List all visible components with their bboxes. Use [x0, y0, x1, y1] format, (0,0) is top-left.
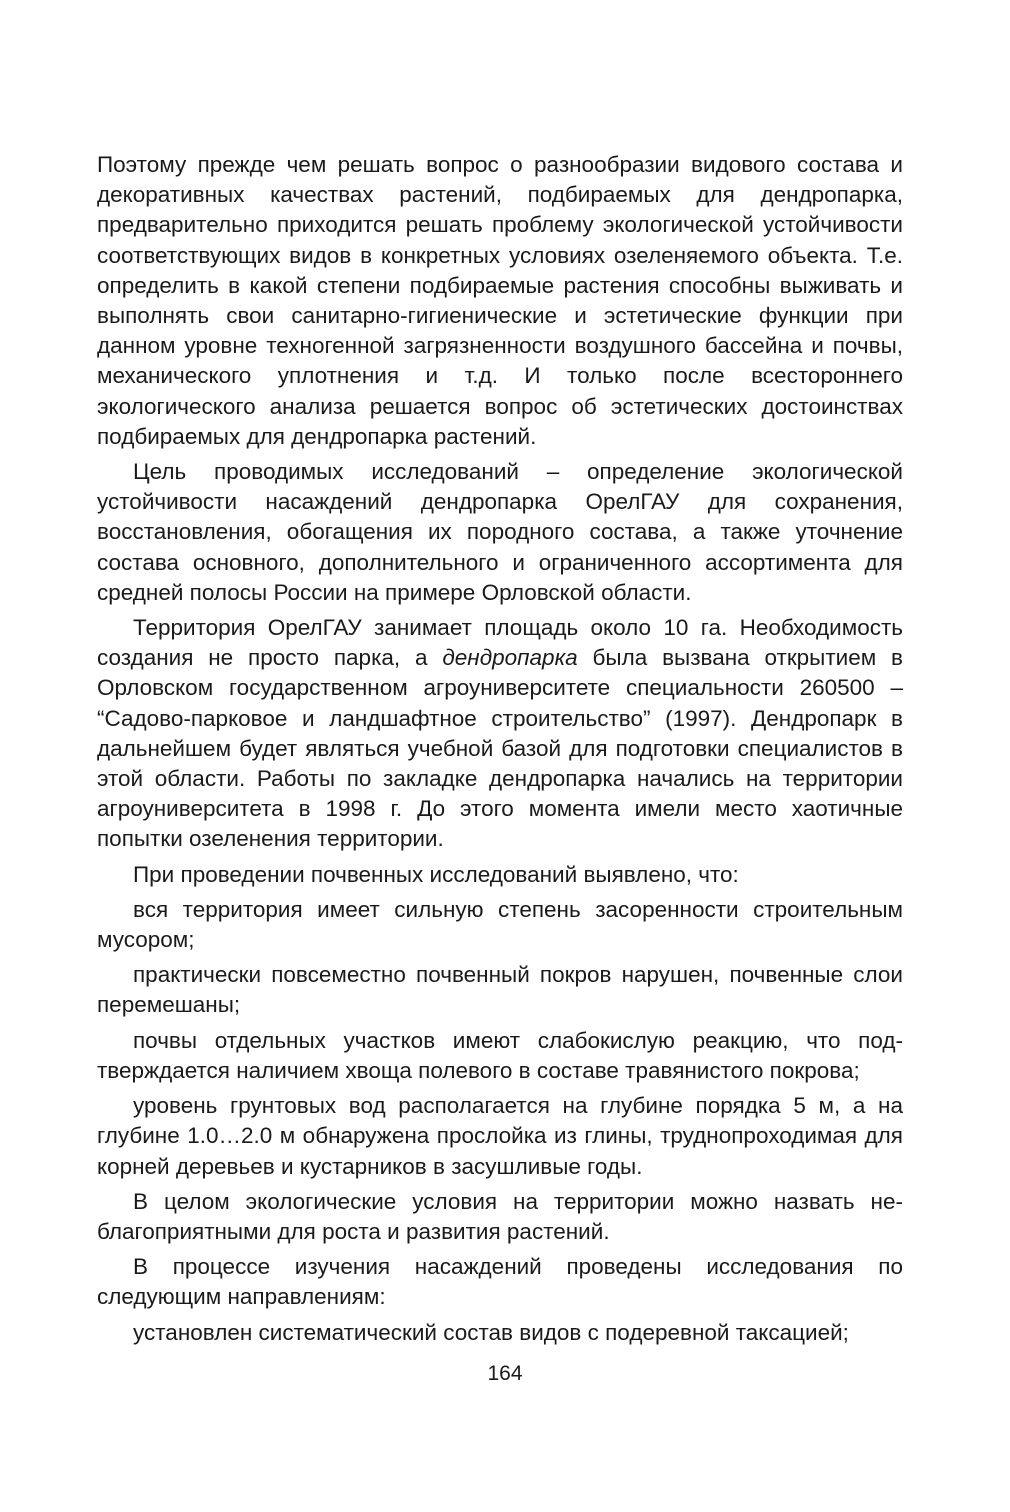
- emphasized-term: дендропарка: [442, 645, 578, 671]
- paragraph-ecological-stability: Поэтому прежде чем решать вопрос о разнообразии видового состава и декоративных качествах растений, подбираемых для дендропарка, предварительно приходится решать проблему экологической устойчивости соответствующих видов в конкретных условиях озеленяемого объекта. Т.е. определить в какой степени подбираемые растения способны выживать и выполнять свои санитарно-гигиенические и эстетические функции при данном уровне техногенной загрязненности воздушного бассейна и почвы, механического уплотнения и т.д. И только после всестороннего экологического анализа решается вопрос об эстетических достоинствах подбираемых для дендропарка растений.: [97, 152, 903, 449]
- paragraph-research-directions: В процессе изучения насаждений проведены исследования по следующим направлениям:: [97, 1254, 903, 1310]
- page-number: 164: [487, 1362, 523, 1385]
- paragraph-territory: Территория ОрелГАУ занимает площадь около 10 га. Необходимость создания не просто парка, а дендропарка была вызвана открытием в Орловском государственном агроуниверситете специальности 260500 – “Садово-парковое и ландшафтное строительство” (1997). Дендропарк в дальнейшем будет являться учебной базой для подготовки специалистов в этой области. Работы по закладке дендропарка начались на территории агроуниверситета в 1998 г. До этого момента имели место хаотичные попытки озеленения территории.: [97, 615, 903, 852]
- paragraph-conditions-summary: В целом экологические условия на территории можно назвать неблагоприятными для роста и развития растений.: [97, 1188, 903, 1244]
- paragraph-soil-disturbed: практически повсеместно почвенный покров нарушен, почвенные слои перемешаны;: [97, 962, 903, 1018]
- paragraph-soil-debris: вся территория имеет сильную степень засоренности строительным мусором;: [97, 896, 903, 953]
- paragraph-species-composition: установлен систематический состав видов с подеревной таксацией;: [133, 1319, 849, 1345]
- body-text: [97, 150, 903, 1353]
- paragraph-research-goal: Цель проводимых исследований – определение экологической устойчивости насаждений дендропарка ОрелГАУ для сохранения, восстановления, обогащения их породного состава, а также уточнение состава основного, дополнительного и ограниченного ассортимента для средней полосы России на примере Орловской области.: [97, 459, 903, 605]
- paragraph-soil-acidity: почвы отдельных участков имеют слабокислую реакцию, что подтверждается наличием хвоща полевого в составе травянистого покрова;: [97, 1027, 903, 1083]
- paragraph-soil-intro: При проведении почвенных исследований выявлено, что:: [133, 861, 739, 887]
- paragraph-groundwater: уровень грунтовых вод располагается на глубине порядка 5 м, а на глубине 1.0…2.0 м обнаружена прослойка из глины, труднопроходимая для корней деревьев и кустарников в засушливые годы.: [97, 1093, 903, 1179]
